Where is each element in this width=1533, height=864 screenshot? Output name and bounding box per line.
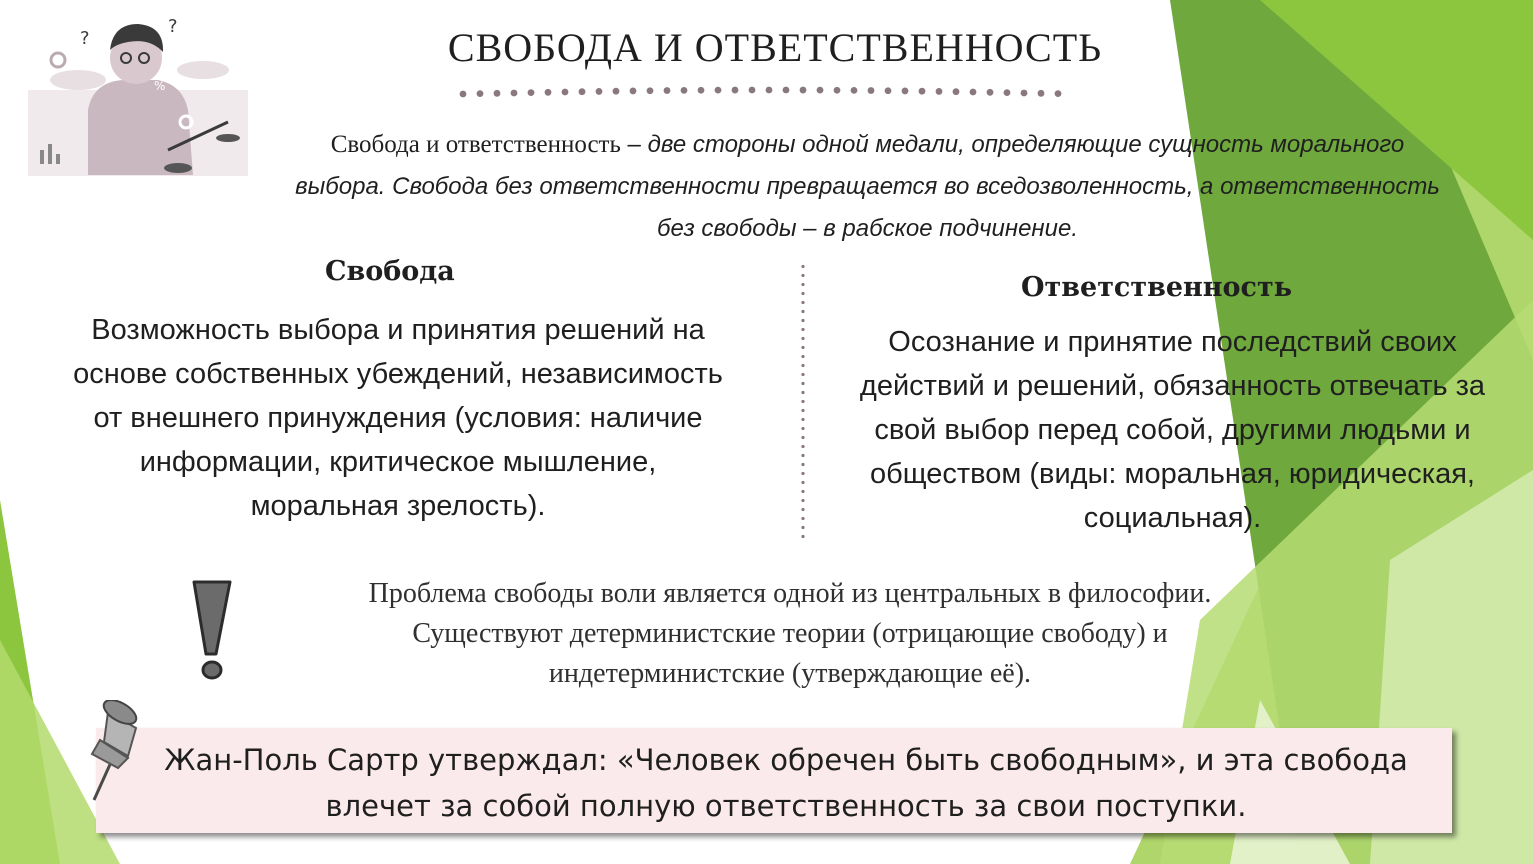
page-title: СВОБОДА И ОТВЕТСТВЕННОСТЬ — [447, 25, 1103, 70]
column-divider — [801, 262, 805, 542]
underline-dot — [630, 88, 637, 95]
underline-dot — [545, 89, 552, 96]
underline-dot — [681, 87, 688, 94]
underline-dot — [987, 89, 994, 96]
underline-dot — [851, 87, 858, 94]
svg-text:?: ? — [80, 28, 90, 49]
underline-dot — [800, 87, 807, 94]
intro-lead: Свобода и ответственность — [330, 131, 621, 158]
underline-dot — [579, 88, 586, 95]
underline-dot — [698, 87, 705, 94]
underline-dot — [936, 88, 943, 95]
underline-dot — [494, 90, 501, 97]
underline-dot — [613, 88, 620, 95]
underline-dot — [817, 87, 824, 94]
underline-dot — [766, 87, 773, 94]
intro-line-3: без свободы – в рабское подчинение. — [656, 215, 1078, 242]
underline-dot — [528, 89, 535, 96]
underline-dot — [885, 87, 892, 94]
underline-dot — [596, 88, 603, 95]
underline-dot — [1004, 89, 1011, 96]
sartre-quote — [96, 737, 1476, 829]
svg-text:?: ? — [168, 16, 178, 37]
underline-dot — [511, 90, 518, 97]
responsibility-text: Осознание и принятие последствий своих действий и решений, обязанность отвечать за свой выбор перед собой, другими людьми и обществом (виды: моральная, юридическая, социальная). — [859, 326, 1486, 534]
problem-line-1: Проблема свободы воли является одной из центральных в философии. — [368, 578, 1212, 609]
underline-dot — [460, 91, 467, 98]
intro-rest: – две стороны одной медали, определяющие сущность морального — [620, 131, 1405, 158]
responsibility-heading: Ответственность — [1021, 272, 1293, 303]
underline-dot — [970, 89, 977, 96]
underline-dot — [902, 88, 909, 95]
underline-dot — [953, 88, 960, 95]
underline-dot — [834, 87, 841, 94]
quote-line-2: влечет за собой полную ответственность за свои поступки. — [325, 789, 1247, 823]
problem-line-2: Существуют детерминистские теории (отрицающие свободу) и — [412, 618, 1168, 649]
underline-dot — [1055, 90, 1062, 97]
underline-dot — [783, 87, 790, 94]
underline-dot — [647, 87, 654, 94]
underline-dot — [477, 90, 484, 97]
problem-text — [260, 574, 1320, 694]
underline-dot — [868, 87, 875, 94]
underline-dot — [919, 88, 926, 95]
underline-dot — [562, 89, 569, 96]
intro-line-2: выбора. Свобода без ответственности превращается во вседозволенность, а ответственность — [295, 173, 1440, 200]
exclamation-icon — [186, 578, 238, 688]
underline-dot — [1038, 90, 1045, 97]
underline-dot — [749, 87, 756, 94]
underline-dot — [664, 87, 671, 94]
freedom-text: Возможность выбора и принятия решений на основе собственных убеждений, независимость от внешнего принуждения (условия: наличие информации, критическое мышление, моральная зрелость). — [73, 314, 723, 522]
underline-dot — [715, 87, 722, 94]
title-dotted-underline — [455, 84, 1075, 104]
push-pin-icon — [78, 700, 158, 810]
intro-paragraph — [230, 124, 1505, 250]
freedom-heading: Свобода — [325, 256, 455, 287]
problem-line-3: индетерминистские (утверждающие её). — [548, 658, 1032, 689]
underline-dot — [1021, 90, 1028, 97]
underline-dot — [732, 87, 739, 94]
quote-line-1: Жан-Поль Сартр утверждал: «Человек обречен быть свободным», и эта свобода — [164, 743, 1408, 777]
svg-text:%: % — [154, 79, 166, 93]
